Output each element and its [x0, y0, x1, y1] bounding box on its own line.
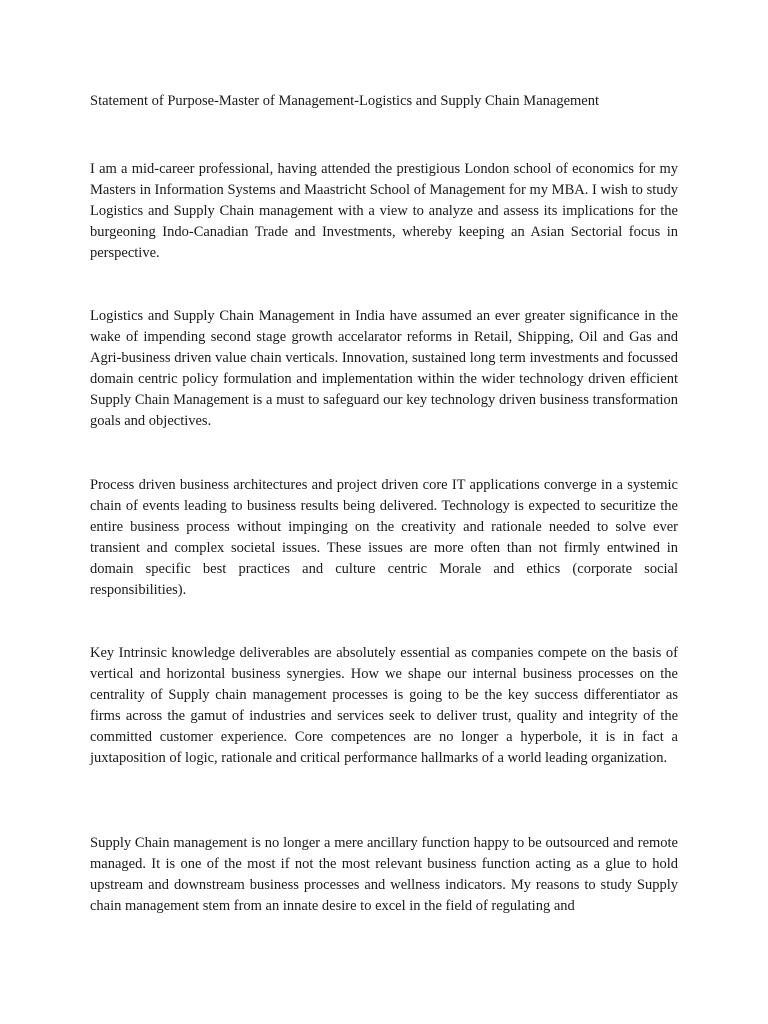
paragraph-supply-chain-reasons: Supply Chain management is no longer a mere ancillary function happy to be outsourced and remote managed. It is one of the most if not the most relevant business function acting as a glue to hold upstream and downstream business processes and wellness indicators. My reasons to study Supply chain management stem from an innate desire to excel in the field of regulating and: [90, 835, 678, 914]
paragraph-india-logistics: Logistics and Supply Chain Management in India have assumed an ever greater significance in the wake of impending second stage growth accelarator reforms in Retail, Shipping, Oil and Gas and Agri-business driven value chain verticals. Innovation, sustained long term investments and focussed domain centric policy formulation and implementation within the wider technology driven efficient Supply Chain Management is a must to safeguard our key technology driven business transformation goals and objectives.: [90, 308, 678, 429]
paragraph-introduction: I am a mid-career professional, having attended the prestigious London school of economics for my Masters in Information Systems and Maastricht School of Management for my MBA. I wish to study Logistics and Supply Chain management with a view to analyze and assess its implications for the burgeoning Indo-Canadian Trade and Investments, whereby keeping an Asian Sectorial focus in perspective.: [90, 161, 678, 261]
paragraph-knowledge-deliverables: Key Intrinsic knowledge deliverables are absolutely essential as companies compete on the basis of vertical and horizontal business synergies. How we shape our internal business processes on the centrality of Supply chain management processes is going to be the key success differentiator as firms across the gamut of industries and services seek to deliver trust, quality and integrity of the committed customer experience. Core competences are no longer a hyperbole, it is in fact a juxtaposition of logic, rationale and critical performance hallmarks of a world leading organization.: [90, 645, 678, 766]
paragraph-process-architecture: Process driven business architectures and project driven core IT applications converge in a systemic chain of events leading to business results being delivered. Technology is expected to securitize the entire business process without impinging on the creativity and rationale needed to solve ever transient and complex societal issues. These issues are more often than not firmly entwined in domain specific best practices and culture centric Morale and ethics (corporate social responsibilities).: [90, 477, 678, 598]
document-title: Statement of Purpose-Master of Management-Logistics and Supply Chain Management: [90, 93, 600, 109]
